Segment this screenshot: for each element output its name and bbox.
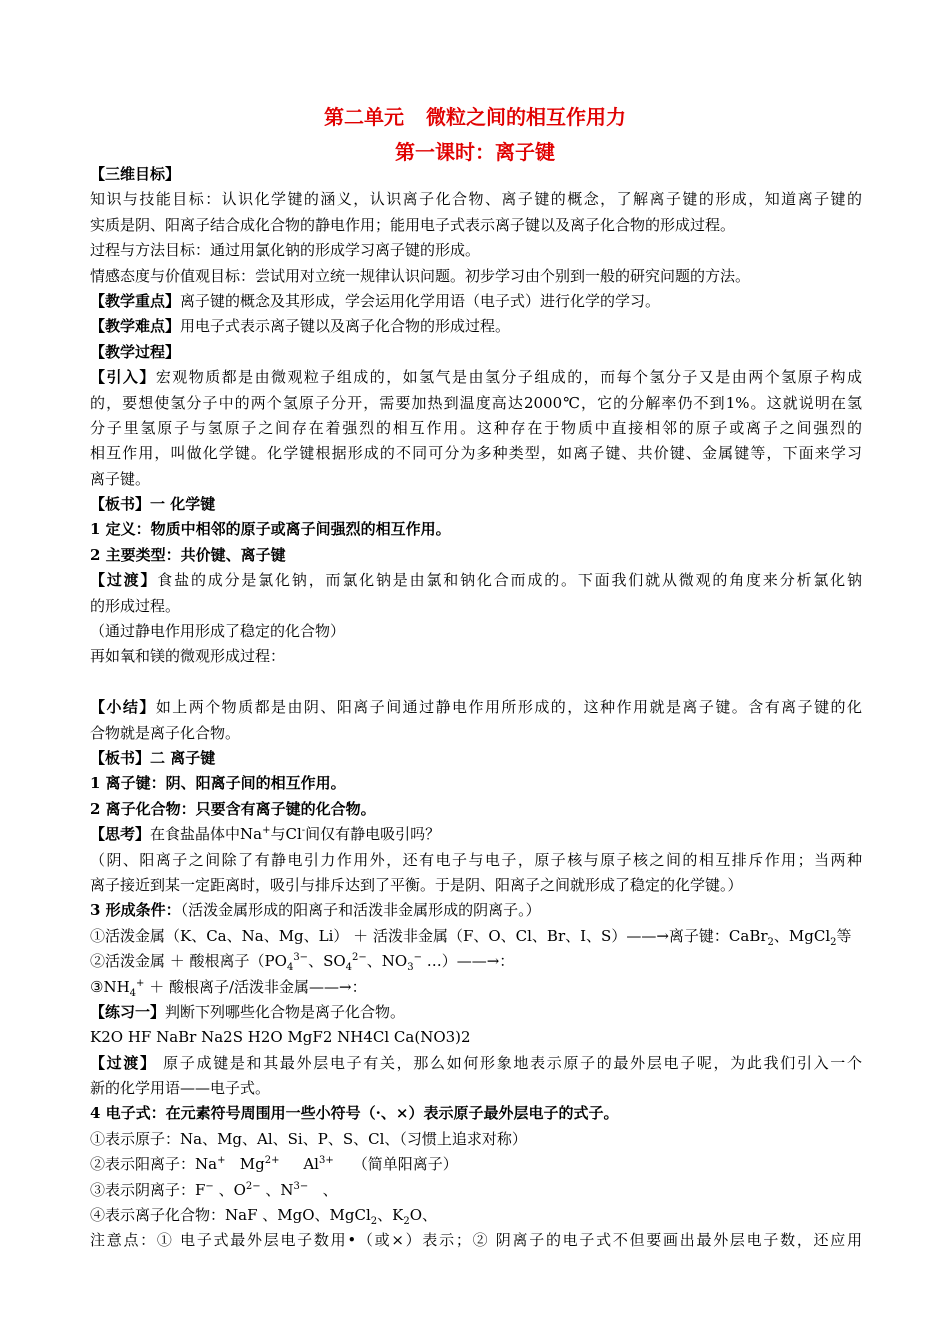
paragraph-line: ①表示原子：Na、Mg、Al、Si、P、S、Cl、（习惯上追求对称） (90, 1129, 527, 1148)
text: …）——→： (421, 952, 515, 971)
paragraph-line (90, 695, 862, 720)
text: ③NH (90, 977, 130, 996)
text: ②活泼金属 ＋ 酸根离子（PO (90, 952, 287, 971)
paragraph-line (90, 289, 862, 314)
text: 与Cl (270, 825, 302, 844)
paragraph-line: 的形成过程。 (90, 596, 181, 615)
label-summary: 【小结】 (90, 698, 156, 717)
paragraph-line: 再如氧和镁的微观形成过程： (90, 647, 286, 666)
label-transition: 【过渡】 (90, 571, 158, 590)
paragraph-line (90, 949, 862, 974)
text: 、 (308, 1180, 338, 1199)
text: ③表示阴离子：F (90, 1180, 206, 1199)
paragraph-line (90, 1051, 862, 1076)
subscript: 3 (407, 962, 414, 974)
text: 、SO (308, 952, 346, 971)
text: Mg (225, 1155, 265, 1174)
text: 离子键的概念及其形成，学会运用化学用语（电子式）进行化学的学习。 (180, 291, 661, 310)
definition-line: 2 离子化合物：只要含有离子键的化合物。 (90, 799, 376, 818)
text: 、K (377, 1206, 404, 1225)
text: （活泼金属形成的阳离子和活泼非金属形成的阴离子。） (180, 901, 541, 920)
text: ①活泼金属（K、Ca、Na、Mg、Li） ＋ 活泼非金属（F、O、Cl、Br、I、S）——→离子键：CaBr (90, 926, 768, 945)
label-think: 【思考】 (90, 825, 151, 844)
text: ＋ 酸根离子/活泼非金属——→： (144, 977, 367, 996)
paragraph-line: 情感态度与价值观目标：尝试用对立统一规律认识问题。初步学习由个别到一般的研究问题的方法。 (90, 266, 751, 285)
text: 用电子式表示离子键以及离子化合物的形成过程。 (180, 317, 511, 336)
paragraph-line: 合物就是离子化合物。 (90, 723, 241, 742)
paragraph-line (90, 1203, 862, 1228)
label-intro: 【引入】 (90, 368, 156, 387)
text: 宏观物质都是由微观粒子组成的，如氢气是由氢分子组成的，而每个氢分子又是由两个氢原子构成 (155, 368, 862, 387)
text: （简单阳离子） (333, 1155, 458, 1174)
paragraph-line: 知识与技能目标：认识化学键的涵义，认识离子化合物、离子键的概念，了解离子键的形成，知道离子键的 (90, 190, 862, 209)
label-exercise: 【练习一】 (90, 1002, 166, 1021)
definition-line: 1 定义：物质中相邻的原子或离子间强烈的相互作用。 (90, 520, 451, 539)
text: ②表示阳离子：Na (90, 1155, 218, 1174)
section-heading: 【教学过程】 (90, 342, 181, 361)
definition-line: 1 离子键：阴、阳离子间的相互作用。 (90, 774, 346, 793)
text: 判断下列哪些化合物是离子化合物。 (165, 1002, 406, 1021)
superscript: 3+ (318, 1155, 334, 1167)
paragraph-line: （阴、阳离子之间除了有静电引力作用外，还有电子与电子，原子核与原子核之间的相互排斥作用；当两种 (90, 850, 862, 869)
text: O、 (409, 1206, 438, 1225)
paragraph-line (90, 1000, 862, 1025)
superscript: - (301, 825, 306, 837)
label-key-point: 【教学重点】 (90, 291, 181, 310)
document-body (90, 162, 862, 1254)
lesson-title: 第一课时：离子键 (395, 140, 555, 164)
text: 原子成键是和其最外层电子有关，那么如何形象地表示原子的最外层电子呢，为此我们引入一个 (156, 1053, 862, 1072)
text: 、N (260, 1180, 294, 1199)
label-difficulty: 【教学难点】 (90, 317, 181, 336)
paragraph-line: （通过静电作用形成了稳定的化合物） (90, 622, 346, 641)
subscript: 2 (830, 936, 837, 948)
paragraph-line (90, 1178, 862, 1203)
text: 、O (213, 1180, 246, 1199)
paragraph-line (90, 568, 862, 593)
paragraph-line (90, 365, 862, 390)
superscript: + (217, 1155, 226, 1167)
subscript: 4 (129, 987, 137, 999)
text: 、MgCl (773, 926, 831, 945)
text: ④表示离子化合物：NaF 、MgO、MgCl (90, 1206, 371, 1225)
compound-list: K2O HF NaBr Na2S H2O MgF2 NH4Cl Ca(NO3)2 (90, 1028, 471, 1047)
superscript: 3− (293, 952, 309, 964)
paragraph-line: 过程与方法目标：通过用氯化钠的形成学习离子键的形成。 (90, 241, 481, 260)
definition-line: 4 电子式：在元素符号周围用一些小符号（·、×）表示原子最外层电子的式子。 (90, 1104, 619, 1123)
subscript: 2 (767, 936, 774, 948)
paragraph-line: 离子键。 (90, 469, 151, 488)
paragraph-line (90, 822, 862, 847)
unit-topic: 微粒之间的相互作用力 (426, 105, 626, 129)
definition-line: 2 主要类型：共价键、离子键 (90, 545, 286, 564)
superscript: + (262, 825, 271, 837)
paragraph-line: 的，要想使氢分子中的两个氢原子分开，需要加热到温度高达2000℃，它的分解率仍不到1%。这就说明在氢 (90, 393, 862, 412)
text: 、NO (366, 952, 408, 971)
superscript: 3− (293, 1180, 309, 1192)
paragraph-line (90, 975, 862, 1000)
text: Al (279, 1155, 319, 1174)
section-heading: 【三维目标】 (90, 165, 181, 183)
paragraph-line: 相互作用，叫做化学键。化学键根据形成的不同可分为多种类型，如离子键、共价键、金属键等，下面来学习 (90, 444, 862, 463)
paragraph-line (90, 924, 862, 949)
paragraph-line: 分子里氢原子与氢原子之间存在着强烈的相互作用。这种存在于物质中直接相邻的原子或离子之间强烈的 (90, 418, 862, 437)
board-heading: 【板书】二 离子键 (90, 748, 216, 767)
paragraph-line: 离子接近到某一定距离时，吸引与排斥达到了平衡。于是阴、阳离子之间就形成了稳定的化学键。） (90, 875, 743, 894)
paragraph-line (90, 898, 862, 923)
text: 食盐的成分是氯化钠，而氯化钠是由氯和钠化合而成的。下面我们就从微观的角度来分析氯化钠 (157, 571, 862, 590)
subscript: 4 (286, 962, 294, 974)
subscript: 4 (345, 962, 353, 974)
subscript: 2 (403, 1216, 410, 1228)
superscript: − (205, 1180, 214, 1192)
board-heading: 【板书】一 化学键 (90, 495, 216, 514)
unit-title (0, 101, 950, 130)
text: 间仅有静电吸引吗？ (305, 825, 441, 844)
superscript: 2− (352, 952, 367, 964)
text: 如上两个物质都是由阴、阳离子间通过静电作用所形成的，这种作用就是离子键。含有离子键的化 (155, 698, 862, 717)
unit-label: 第二单元 (324, 105, 404, 129)
paragraph-line: 注意点：① 电子式最外层电子数用•（或×）表示；② 阴离子的电子式不但要画出最外层电子数，还应用 (90, 1231, 862, 1250)
paragraph-line (90, 314, 862, 339)
superscript: + (136, 977, 145, 989)
label-transition: 【过渡】 (90, 1053, 157, 1072)
text: 在食盐晶体中Na (150, 825, 263, 844)
superscript: 2+ (264, 1155, 280, 1167)
subscript: 2 (370, 1216, 378, 1228)
superscript: − (413, 952, 422, 964)
superscript: 2− (245, 1180, 261, 1192)
paragraph-line (90, 1152, 862, 1177)
paragraph-line: 新的化学用语——电子式。 (90, 1079, 271, 1098)
label-condition: 3 形成条件： (90, 901, 181, 920)
text: 等 (836, 926, 852, 945)
blank-line (90, 670, 862, 695)
paragraph-line: 实质是阴、阳离子结合成化合物的静电作用；能用电子式表示离子键以及离子化合物的形成过程。 (90, 215, 736, 234)
